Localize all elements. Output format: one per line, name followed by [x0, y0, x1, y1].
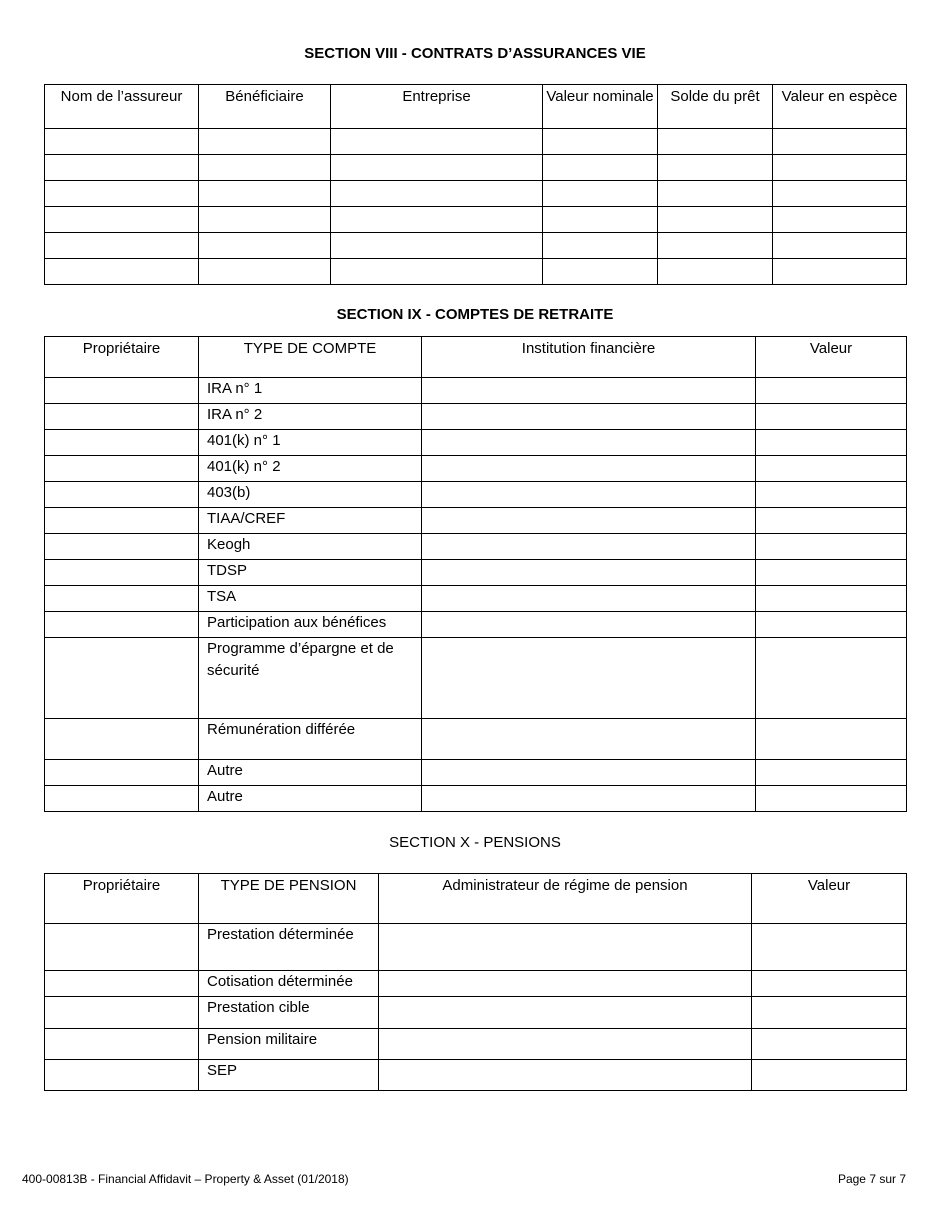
institution-cell[interactable]: [422, 786, 756, 812]
account-type-label: Participation aux bénéfices: [199, 612, 422, 638]
table-row: [45, 378, 907, 404]
table-row: [45, 508, 907, 534]
table-header-row: [45, 337, 907, 378]
column-header-account-type: TYPE DE COMPTE: [199, 337, 422, 378]
column-header-company: Entreprise: [331, 85, 543, 129]
owner-cell[interactable]: [45, 586, 199, 612]
table-row: [45, 482, 907, 508]
value-cell[interactable]: [756, 612, 907, 638]
institution-cell[interactable]: [422, 430, 756, 456]
value-cell[interactable]: [752, 1060, 907, 1091]
column-header-pension-type: TYPE DE PENSION: [199, 874, 379, 924]
owner-cell[interactable]: [45, 786, 199, 812]
owner-cell[interactable]: [45, 378, 199, 404]
column-header-value: Valeur: [756, 337, 907, 378]
value-cell[interactable]: [756, 760, 907, 786]
column-header-value: Valeur: [752, 874, 907, 924]
account-type-label: Autre: [199, 760, 422, 786]
institution-cell[interactable]: [422, 638, 756, 719]
input-cell[interactable]: [658, 207, 773, 233]
column-header-beneficiary: Bénéficiaire: [199, 85, 331, 129]
table-row: [45, 181, 907, 207]
account-type-label: 401(k) n° 1: [199, 430, 422, 456]
section-viii-title: SECTION VIII - CONTRATS D’ASSURANCES VIE: [304, 45, 646, 62]
value-cell[interactable]: [752, 971, 907, 997]
input-cell[interactable]: [199, 155, 331, 181]
input-cell[interactable]: [543, 207, 658, 233]
pensions-table: [44, 873, 907, 1091]
value-cell[interactable]: [756, 430, 907, 456]
input-cell[interactable]: [45, 181, 199, 207]
administrator-cell[interactable]: [379, 924, 752, 971]
pension-type-label: Prestation cible: [199, 997, 379, 1029]
table-row: [45, 997, 907, 1029]
table-header-row: [45, 85, 907, 129]
input-cell[interactable]: [199, 181, 331, 207]
owner-cell[interactable]: [45, 971, 199, 997]
value-cell[interactable]: [752, 1029, 907, 1060]
column-header-face-value: Valeur nominale: [543, 85, 658, 129]
input-cell[interactable]: [658, 233, 773, 259]
administrator-cell[interactable]: [379, 1029, 752, 1060]
owner-cell[interactable]: [45, 719, 199, 760]
institution-cell[interactable]: [422, 560, 756, 586]
table-row: [45, 638, 907, 719]
input-cell[interactable]: [45, 207, 199, 233]
owner-cell[interactable]: [45, 1060, 199, 1091]
value-cell[interactable]: [756, 586, 907, 612]
table-row: [45, 786, 907, 812]
input-cell[interactable]: [331, 129, 543, 155]
section-x-title: SECTION X - PENSIONS: [389, 834, 561, 851]
value-cell[interactable]: [756, 638, 907, 719]
account-type-label: TSA: [199, 586, 422, 612]
page-number: Page 7 sur 7: [837, 1172, 906, 1186]
input-cell[interactable]: [773, 129, 907, 155]
table-header-row: [45, 874, 907, 924]
table-row: [45, 719, 907, 760]
table-row: [45, 155, 907, 181]
input-cell[interactable]: [45, 259, 199, 285]
input-cell[interactable]: [658, 259, 773, 285]
table-row: [45, 971, 907, 997]
value-cell[interactable]: [756, 404, 907, 430]
owner-cell[interactable]: [45, 638, 199, 719]
value-cell[interactable]: [756, 456, 907, 482]
table-row: [45, 233, 907, 259]
table-row: [45, 456, 907, 482]
column-header-owner: Propriétaire: [45, 874, 199, 924]
account-type-label: 401(k) n° 2: [199, 456, 422, 482]
value-cell[interactable]: [756, 786, 907, 812]
input-cell[interactable]: [199, 259, 331, 285]
owner-cell[interactable]: [45, 404, 199, 430]
table-row: [45, 259, 907, 285]
input-cell[interactable]: [331, 207, 543, 233]
pension-type-label: Prestation déterminée: [199, 924, 379, 971]
value-cell[interactable]: [756, 482, 907, 508]
input-cell[interactable]: [773, 233, 907, 259]
value-cell[interactable]: [756, 508, 907, 534]
institution-cell[interactable]: [422, 534, 756, 560]
input-cell[interactable]: [773, 207, 907, 233]
column-header-insurer-name: Nom de l’assureur: [45, 85, 199, 129]
life-insurance-table: [44, 84, 907, 285]
institution-cell[interactable]: [422, 482, 756, 508]
table-row: [45, 404, 907, 430]
owner-cell[interactable]: [45, 997, 199, 1029]
table-row: [45, 430, 907, 456]
owner-cell[interactable]: [45, 482, 199, 508]
table-row: [45, 534, 907, 560]
input-cell[interactable]: [331, 155, 543, 181]
account-type-label: 403(b): [199, 482, 422, 508]
account-type-label: Rémunération différée: [199, 719, 422, 760]
administrator-cell[interactable]: [379, 971, 752, 997]
owner-cell[interactable]: [45, 430, 199, 456]
column-header-cash-value: Valeur en espèce: [773, 85, 907, 129]
administrator-cell[interactable]: [379, 1060, 752, 1091]
input-cell[interactable]: [331, 233, 543, 259]
account-type-label: Autre: [199, 786, 422, 812]
table-row: [45, 1029, 907, 1060]
account-type-label: IRA n° 2: [199, 404, 422, 430]
input-cell[interactable]: [543, 181, 658, 207]
value-cell[interactable]: [752, 997, 907, 1029]
input-cell[interactable]: [331, 181, 543, 207]
institution-cell[interactable]: [422, 719, 756, 760]
pension-type-label: Pension militaire: [199, 1029, 379, 1060]
column-header-owner: Propriétaire: [45, 337, 199, 378]
input-cell[interactable]: [199, 207, 331, 233]
table-row: [45, 924, 907, 971]
table-row: [45, 129, 907, 155]
account-type-label: Programme d’épargne et de sécurité: [199, 638, 422, 719]
institution-cell[interactable]: [422, 586, 756, 612]
table-row: [45, 1060, 907, 1091]
institution-cell[interactable]: [422, 760, 756, 786]
owner-cell[interactable]: [45, 760, 199, 786]
institution-cell[interactable]: [422, 508, 756, 534]
form-id-footer: 400-00813B - Financial Affidavit – Property & Asset (01/2018): [22, 1172, 349, 1186]
owner-cell[interactable]: [45, 1029, 199, 1060]
administrator-cell[interactable]: [379, 997, 752, 1029]
input-cell[interactable]: [658, 181, 773, 207]
pension-type-label: SEP: [199, 1060, 379, 1091]
input-cell[interactable]: [45, 155, 199, 181]
value-cell[interactable]: [756, 378, 907, 404]
input-cell[interactable]: [331, 259, 543, 285]
column-header-plan-administrator: Administrateur de régime de pension: [379, 874, 752, 924]
section-ix-title: SECTION IX - COMPTES DE RETRAITE: [336, 306, 614, 323]
pension-type-label: Cotisation déterminée: [199, 971, 379, 997]
account-type-label: IRA n° 1: [199, 378, 422, 404]
table-row: [45, 612, 907, 638]
owner-cell[interactable]: [45, 456, 199, 482]
input-cell[interactable]: [658, 155, 773, 181]
input-cell[interactable]: [773, 155, 907, 181]
table-row: [45, 586, 907, 612]
institution-cell[interactable]: [422, 378, 756, 404]
input-cell[interactable]: [45, 233, 199, 259]
retirement-accounts-table: [44, 336, 907, 812]
owner-cell[interactable]: [45, 560, 199, 586]
input-cell[interactable]: [543, 129, 658, 155]
input-cell[interactable]: [543, 233, 658, 259]
table-row: [45, 560, 907, 586]
column-header-loan-balance: Solde du prêt: [658, 85, 773, 129]
input-cell[interactable]: [773, 181, 907, 207]
account-type-label: Keogh: [199, 534, 422, 560]
owner-cell[interactable]: [45, 508, 199, 534]
input-cell[interactable]: [543, 259, 658, 285]
value-cell[interactable]: [756, 719, 907, 760]
institution-cell[interactable]: [422, 612, 756, 638]
table-row: [45, 760, 907, 786]
input-cell[interactable]: [658, 129, 773, 155]
table-row: [45, 207, 907, 233]
institution-cell[interactable]: [422, 456, 756, 482]
account-type-label: TDSP: [199, 560, 422, 586]
input-cell[interactable]: [199, 233, 331, 259]
column-header-financial-institution: Institution financière: [422, 337, 756, 378]
input-cell[interactable]: [773, 259, 907, 285]
input-cell[interactable]: [45, 129, 199, 155]
institution-cell[interactable]: [422, 404, 756, 430]
owner-cell[interactable]: [45, 924, 199, 971]
owner-cell[interactable]: [45, 534, 199, 560]
input-cell[interactable]: [543, 155, 658, 181]
input-cell[interactable]: [199, 129, 331, 155]
account-type-label: TIAA/CREF: [199, 508, 422, 534]
value-cell[interactable]: [756, 560, 907, 586]
value-cell[interactable]: [752, 924, 907, 971]
value-cell[interactable]: [756, 534, 907, 560]
owner-cell[interactable]: [45, 612, 199, 638]
